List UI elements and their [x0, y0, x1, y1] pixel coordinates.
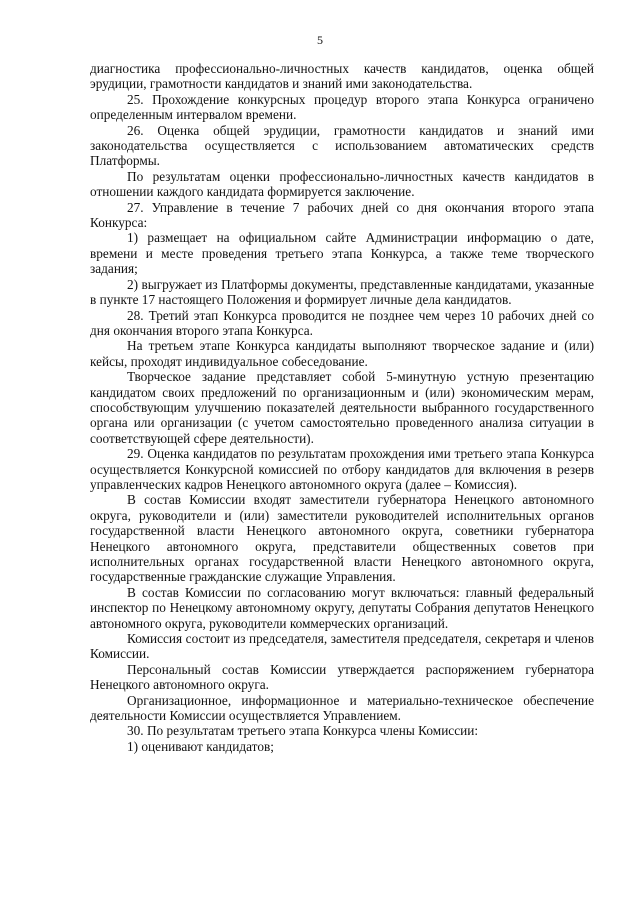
paragraph-item-25: 25. Прохождение конкурсных процедур второго этапа Конкурса ограничено определенным интервалом времени.	[90, 91, 594, 123]
paragraph-item-26: 26. Оценка общей эрудиции, грамотности кандидатов и знаний ими законодательства осуществляется с использованием автоматических средств Платформы.	[90, 122, 594, 169]
subitem-27-1: 1) размещает на официальном сайте Администрации информацию о дате, времени и месте проведения третьего этапа Конкурса, а также теме творческого задания;	[90, 230, 594, 277]
paragraph: В состав Комиссии по согласованию могут включаться: главный федеральный инспектор по Ненецкому автономному округу, депутаты Собрания депутатов Ненецкого автономного округа, руководители коммерческих организаций.	[90, 584, 594, 631]
page-number: 5	[317, 33, 323, 47]
subitem-30-1: 1) оценивают кандидатов;	[127, 738, 274, 754]
paragraph: На третьем этапе Конкурса кандидаты выполняют творческое задание и (или) кейсы, проходят индивидуальное собеседование.	[90, 338, 594, 369]
paragraph: Творческое задание представляет собой 5-минутную устную презентацию кандидатом своих предложений по организационным и (или) экономическим мерам, способствующим улучшению показателей деятельности выбранного государственного органа или организации (с учетом самостоятельно проведенного анализа ситуации в соответствующей сфере деятельности).	[90, 369, 594, 446]
paragraph-item-30: 30. По результатам третьего этапа Конкурса члены Комиссии:	[127, 723, 479, 739]
subitem-27-2: 2) выгружает из Платформы документы, представленные кандидатами, указанные в пункте 17 настоящего Положения и формирует личные дела кандидатов.	[90, 276, 594, 308]
paragraph-item-29: 29. Оценка кандидатов по результатам прохождения ими третьего этапа Конкурса осуществляется Конкурсной комиссией по отбору кандидатов для включения в резерв управленческих кадров Ненецкого автономного округа (далее – Комиссия).	[90, 446, 594, 492]
paragraph: Комиссия состоит из председателя, заместителя председателя, секретаря и членов Комиссии.	[90, 631, 594, 662]
paragraph: В состав Комиссии входят заместители губернатора Ненецкого автономного округа, руководители и (или) заместители руководителей исполнительных органов государственной власти Ненецкого автономного округа, советники губернатора Ненецкого автономного округа, представители общественных советов при исполнительных органах государственной власти Ненецкого автономного округа, государственные гражданские служащие Управления.	[90, 492, 594, 585]
paragraph: По результатам оценки профессионально-личностных качеств кандидатов в отношении каждого кандидата формируется заключение.	[90, 168, 594, 200]
paragraph: Организационное, информационное и материально-техническое обеспечение деятельности Комиссии осуществляется Управлением.	[90, 692, 594, 724]
paragraph: Персональный состав Комиссии утверждается распоряжением губернатора Ненецкого автономного округа.	[90, 661, 594, 693]
paragraph: диагностика профессионально-личностных качеств кандидатов, оценка общей эрудиции, грамотности кандидатов и знаний ими законодательства.	[90, 61, 594, 92]
page-body	[90, 61, 594, 754]
paragraph-item-28: 28. Третий этап Конкурса проводится не позднее чем через 10 рабочих дней со дня окончания второго этапа Конкурса.	[90, 307, 594, 338]
paragraph-item-27: 27. Управление в течение 7 рабочих дней со дня окончания второго этапа Конкурса:	[90, 199, 594, 231]
